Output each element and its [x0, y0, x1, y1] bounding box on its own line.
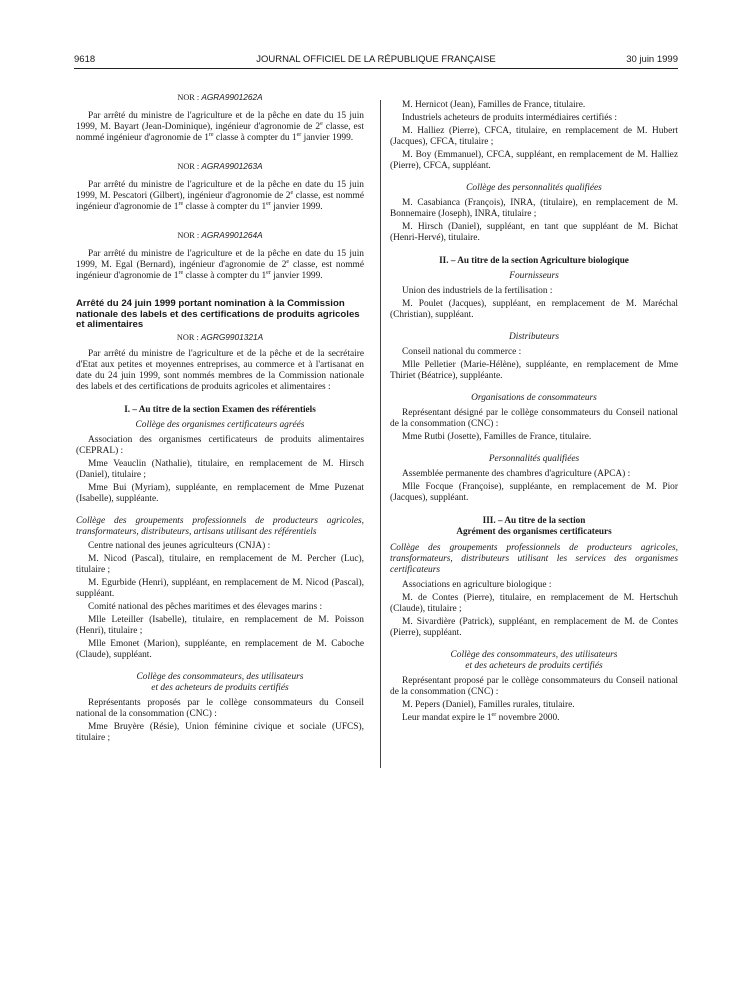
nor-reference [76, 332, 364, 343]
member-line: M. Hernicot (Jean), Familles de France, titulaire. [402, 100, 586, 110]
nor-code: AGRA9901263A [201, 161, 263, 171]
college-heading: Collège des consommateurs, des utilisateurs [136, 671, 304, 682]
issue-date: 30 juin 1999 [626, 54, 678, 65]
nor-label: NOR : [177, 162, 202, 171]
notice-text: classe à compter du 1 [183, 271, 267, 281]
superscript: e [320, 120, 323, 127]
nor-reference [76, 230, 364, 241]
superscript: er [266, 269, 271, 276]
member-line: Assemblée permanente des chambres d'agriculture (APCA) : [402, 469, 631, 479]
notice-paragraph [76, 111, 364, 144]
college-heading: Collège des consommateurs, des utilisateurs [450, 650, 618, 660]
notice-text: classe, est nommé ingénieur d'agronomie de 1 [76, 191, 365, 212]
member-line: Industriels acheteurs de produits intermédiaires certifiés : [402, 113, 618, 123]
subsection-heading: Distributeurs [508, 332, 559, 342]
member-line: Comité national des pêches maritimes et des élevages marins : [88, 601, 323, 612]
superscript: er [266, 200, 271, 207]
member-line: M. Nicod (Pascal), titulaire, en remplacement de M. Percher (Luc), titulaire ; [76, 553, 364, 575]
header-rule [74, 68, 678, 69]
college-heading: Collège des groupements professionnels de producteurs agricoles, transformateurs, distributeurs utilisant les services des organismes certificateurs [390, 543, 678, 575]
section-heading: II. – Au titre de la section Agriculture biologique [439, 255, 629, 265]
page-header [74, 54, 678, 68]
nor-label: NOR : [176, 332, 201, 342]
decree-title: Arrêté du 24 juin 1999 portant nomination à la Commission nationale des labels et des certifications de produits agricoles et alimentaires [76, 298, 360, 330]
mandate-text: novembre 2000. [496, 713, 560, 723]
college-heading: Collège des personnalités qualifiées [466, 183, 602, 193]
notice-text: janvier 1999. [301, 133, 354, 143]
college-heading: et des acheteurs de produits certifiés [151, 682, 289, 693]
subsection-heading: Fournisseurs [509, 271, 559, 281]
college-heading: Collège des organismes certificateurs agréés [135, 419, 305, 430]
right-column [390, 100, 678, 724]
subsection-heading: Personnalités qualifiées [488, 454, 580, 464]
member-line: Centre national des jeunes agriculteurs (CNJA) : [88, 540, 271, 551]
decree-intro: Par arrêté du ministre de l'agriculture et de la pêche et de la secrétaire d'Etat aux petites et moyennes entreprises, au commerce et à l'artisanat en date du 24 juin 1999, sont nommés membres de la Commission nationale des labels et des certifications de produits agricoles et alimentaires : [76, 348, 364, 392]
member-line: M. Hirsch (Daniel), suppléant, en tant que suppléant de M. Bichat (Henri-Hervé), titulaire. [390, 222, 678, 243]
section-heading: Agrément des organismes certificateurs [456, 526, 612, 536]
member-line: Représentant proposé par le collège consommateurs du Conseil national de la consommation (CNC) : [390, 676, 678, 697]
notice-paragraph [76, 180, 364, 213]
notice-text: janvier 1999. [270, 271, 323, 281]
member-line: M. Sivardière (Patrick), suppléant, en remplacement de M. de Contes (Pierre), suppléant. [390, 617, 678, 638]
member-line: Représentant désigné par le collège consommateurs du Conseil national de la consommation (CNC) : [390, 408, 678, 429]
member-line: Associations en agriculture biologique : [402, 580, 552, 590]
notice-text: classe à compter du 1 [183, 202, 267, 212]
nor-reference [76, 92, 364, 103]
member-line: M. Boy (Emmanuel), CFCA, suppléant, en remplacement de M. Halliez (Pierre), CFCA, suppléant. [390, 150, 678, 171]
member-line: M. Egurbide (Henri), suppléant, en remplacement de M. Nicod (Pascal), suppléant. [76, 577, 364, 599]
nor-code: AGRA9901264A [201, 230, 263, 240]
notice-text: janvier 1999. [270, 202, 323, 212]
notice-text: classe à compter du 1 [213, 133, 297, 143]
notice-text: Par arrêté du ministre de l'agriculture et de la pêche en date du 15 juin 1999, M. Pescatori (Gilbert), ingénieur d'agronomie de 2 [76, 180, 364, 201]
member-line: Mlle Emonet (Marion), suppléante, en remplacement de M. Caboche (Claude), suppléant. [76, 638, 364, 660]
superscript: re [178, 200, 184, 207]
member-line: M. Casabianca (François), INRA, (titulaire), en remplacement de M. Bonnemaire (Joseph), INRA, titulaire ; [390, 198, 678, 219]
member-line: Association des organismes certificateurs de produits alimentaires (CEPRAL) : [76, 434, 364, 456]
college-heading: Collège des groupements professionnels de producteurs agricoles, transformateurs, distributeurs, artisans utilisant des référentiels [76, 515, 364, 537]
left-column [76, 92, 364, 744]
journal-title: JOURNAL OFFICIEL DE LA RÉPUBLIQUE FRANÇAISE [256, 54, 496, 65]
mandate-text: Leur mandat expire le 1 [402, 713, 492, 723]
college-heading: et des acheteurs de produits certifiés [465, 661, 603, 671]
member-line: Mlle Focque (Françoise), suppléante, en remplacement de M. Pior (Jacques), suppléant. [390, 482, 678, 503]
member-line: M. Poulet (Jacques), suppléant, en remplacement de M. Maréchal (Christian), suppléant. [390, 299, 678, 320]
member-line: M. Halliez (Pierre), CFCA, titulaire, en remplacement de M. Hubert (Jacques), CFCA, titulaire ; [390, 126, 678, 147]
section-heading: I. – Au titre de la section Examen des référentiels [124, 403, 316, 414]
superscript: er [296, 131, 302, 138]
member-line: Mme Bui (Myriam), suppléante, en remplacement de Mme Puzenat (Isabelle), suppléante. [76, 482, 364, 504]
member-line: Mme Veauclin (Nathalie), titulaire, en remplacement de M. Hirsch (Daniel), titulaire ; [76, 458, 364, 480]
member-line: Union des industriels de la fertilisation : [402, 286, 553, 296]
notice-text: Par arrêté du ministre de l'agriculture et de la pêche en date du 15 juin 1999, M. Bayart (Jean-Dominique), ingénieur d'agronomie de 2 [76, 111, 364, 132]
mandate-line [390, 713, 678, 724]
page-number: 9618 [74, 54, 96, 65]
member-line: Mlle Pelletier (Marie-Hélène), suppléante, en remplacement de Mme Thiriet (Béatrice), suppléante. [390, 360, 678, 381]
nor-label: NOR : [177, 93, 202, 102]
member-line: Représentants proposés par le collège consommateurs du Conseil national de la consommation (CNC) : [76, 697, 364, 719]
superscript: re [178, 269, 184, 276]
member-line: Mme Rutbi (Josette), Familles de France, titulaire. [402, 432, 592, 442]
superscript: er [491, 711, 497, 718]
notice-text: classe, est nommé ingénieur d'agronomie de 1 [76, 260, 364, 281]
nor-code: AGRA9901262A [201, 92, 263, 102]
notice-text: Par arrêté du ministre de l'agriculture et de la pêche en date du 15 juin 1999, M. Egal (Bernard), ingénieur d'agronomie de 2 [76, 249, 364, 270]
notice-paragraph [76, 249, 364, 282]
nor-reference [76, 161, 364, 172]
member-line: M. de Contes (Pierre), titulaire, en remplacement de M. Hertschuh (Claude), titulaire ; [390, 593, 678, 614]
nor-label: NOR : [177, 231, 202, 240]
subsection-heading: Organisations de consommateurs [471, 393, 597, 403]
superscript: e [290, 189, 294, 196]
member-line: Mlle Leteiller (Isabelle), titulaire, en remplacement de M. Poisson (Henri), titulaire ; [76, 614, 364, 636]
member-line: M. Pepers (Daniel), Familles rurales, titulaire. [402, 700, 575, 710]
superscript: e [286, 258, 290, 265]
member-line: Mme Bruyère (Résie), Union féminine civique et sociale (UFCS), titulaire ; [76, 721, 364, 743]
section-heading: III. – Au titre de la section [482, 515, 586, 525]
nor-code: AGRG9901321A [200, 331, 264, 342]
superscript: re [208, 131, 214, 138]
column-divider [380, 100, 381, 768]
member-line: Conseil national du commerce : [402, 347, 522, 357]
notice-text: classe, est nommé ingénieur d'agronomie de 1 [76, 122, 364, 143]
